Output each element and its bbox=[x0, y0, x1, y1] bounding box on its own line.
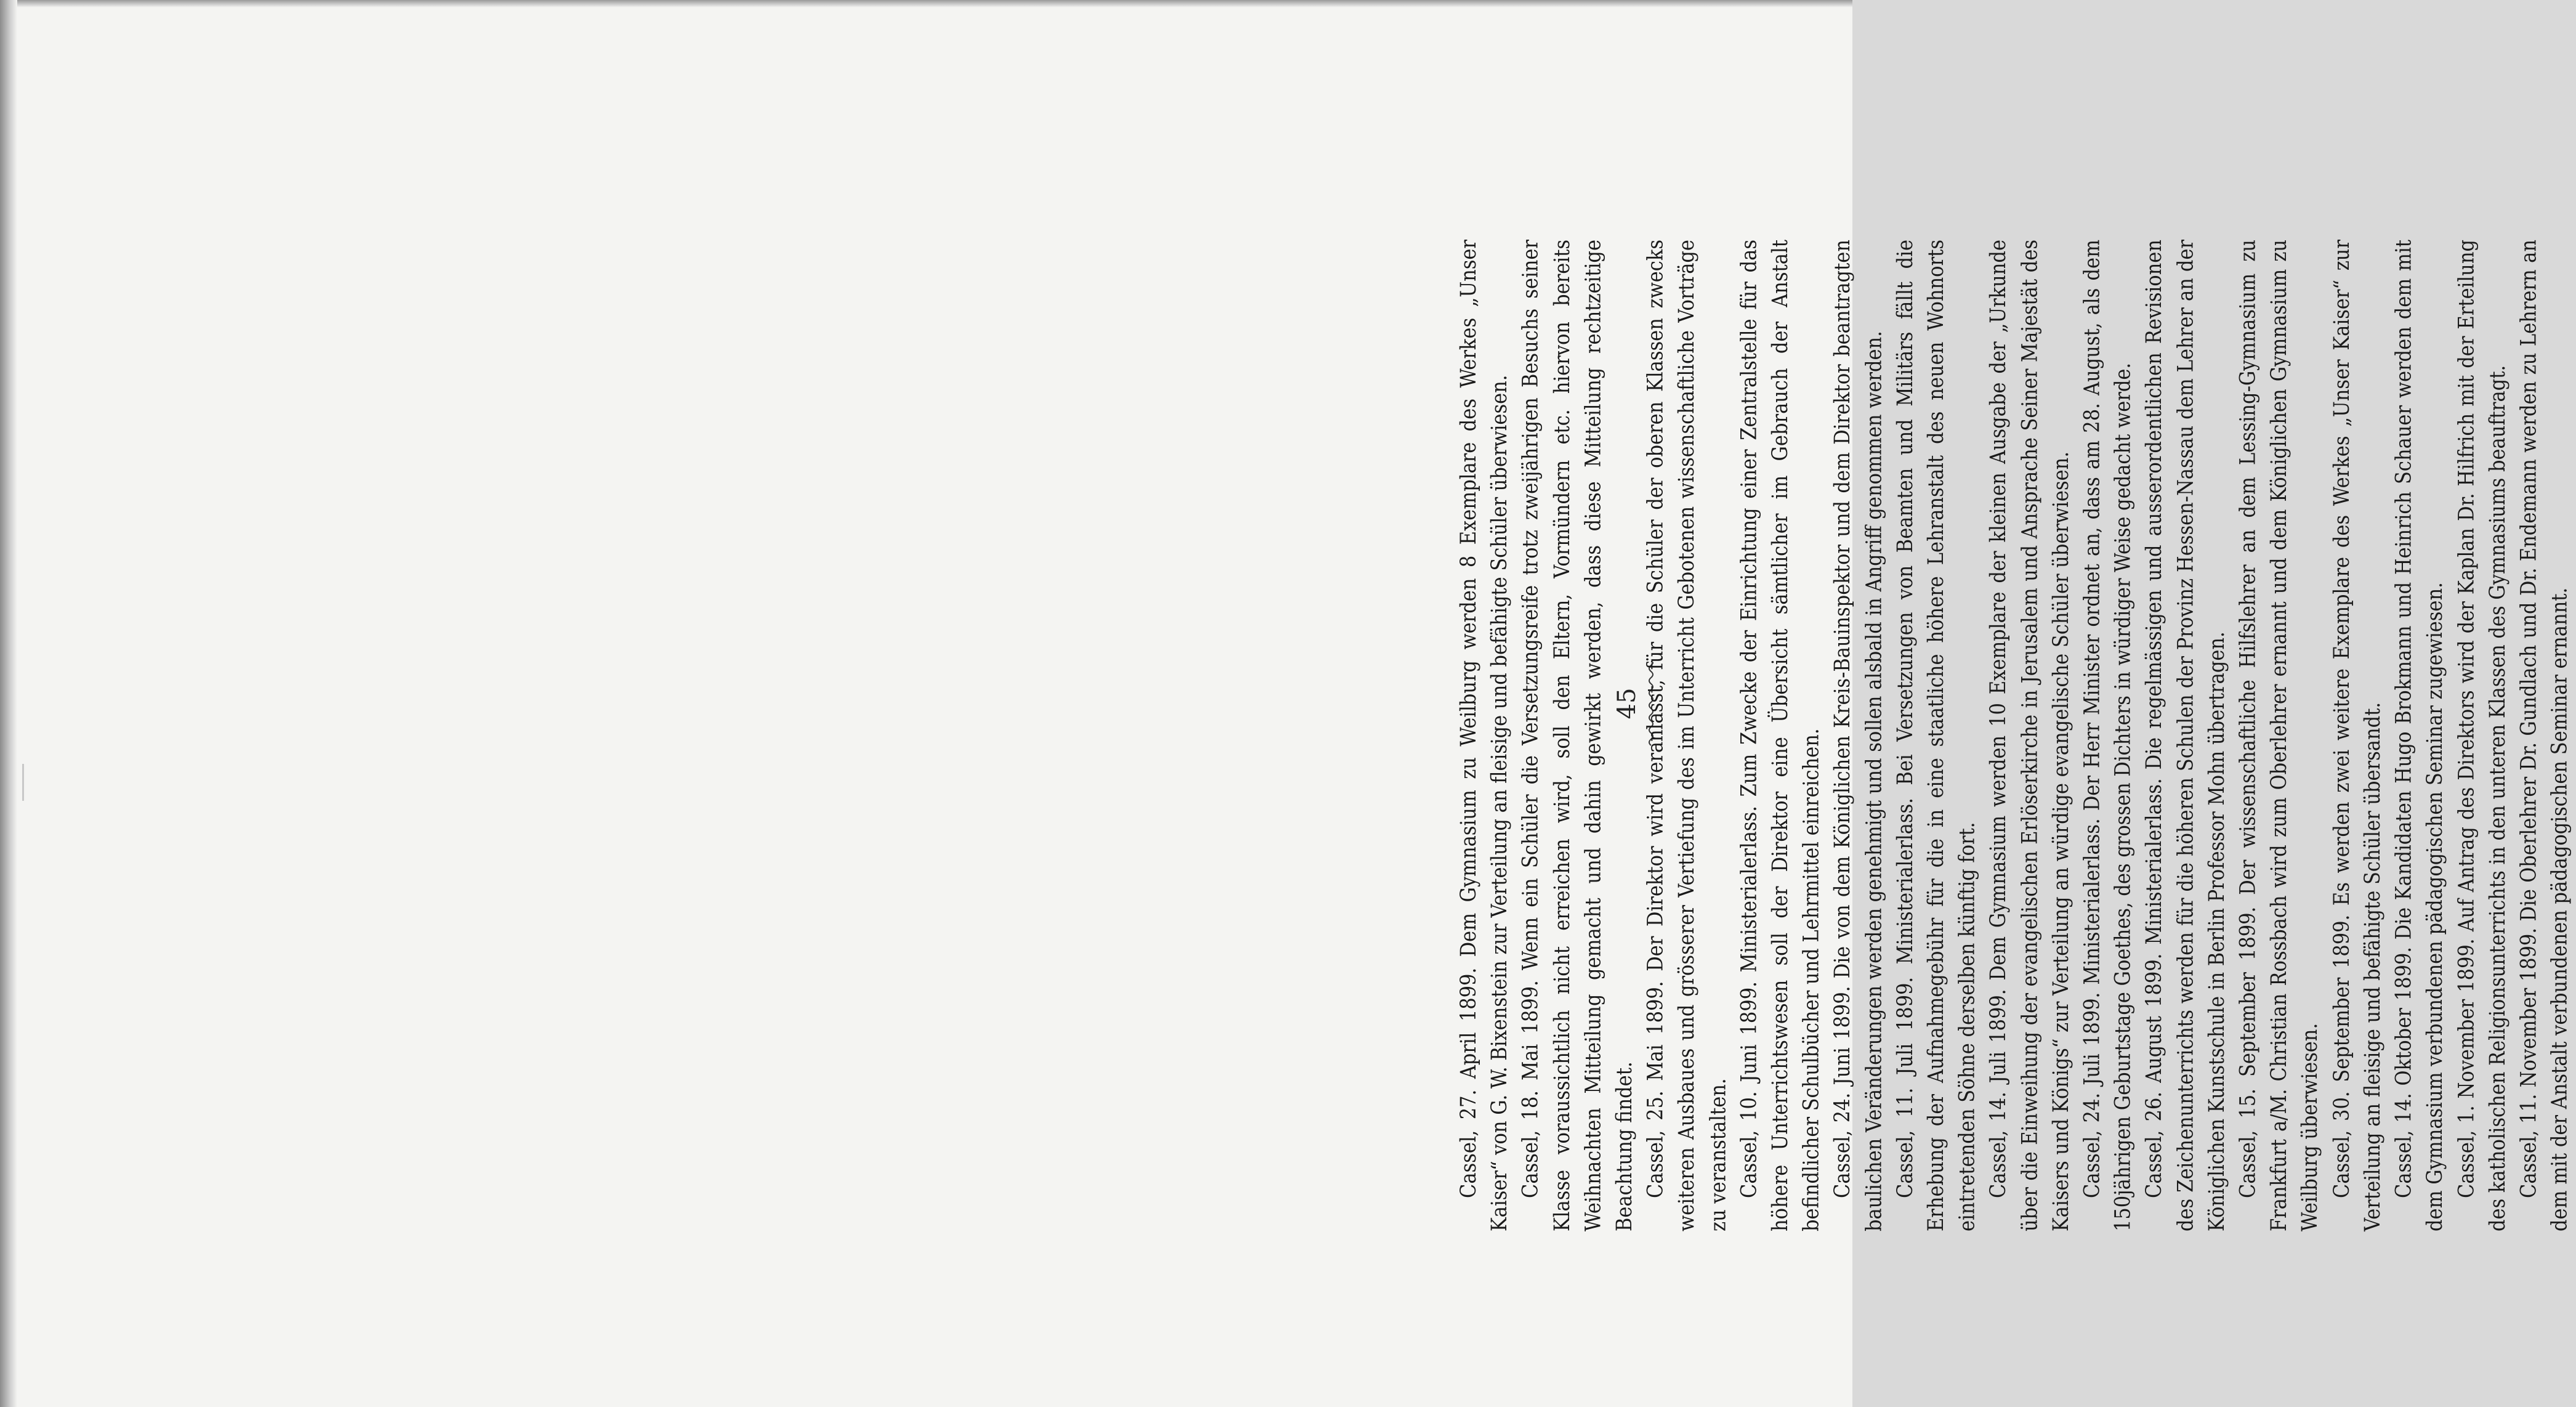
decree-paragraph: Cassel, 26. August 1899. Ministerialerlass. Die regelmässigen und ausserordentlichen Revisionen des Zeichenunterrichts werden für die höheren Schulen der Provinz Hessen-Nassau dem Lehrer an der Königlichen Kunstschule in Berlin Professor Mohn übertragen. bbox=[2142, 240, 2229, 1231]
decree-paragraph: Cassel, 24. Juli 1899. Ministerialerlass. Der Herr Minister ordnet an, dass am 28. August, als dem 150jährigen Geburtstage Goethes, des grossen Dichters in würdiger Weise gedacht werde. bbox=[2080, 240, 2136, 1231]
decree-paragraph: Cassel, 30. September 1899. Es werden zwei weitere Exemplare des Werkes „Unser Kaiser“ zur Verteilung an fleisige und befähigte Schüler übersandt. bbox=[2330, 240, 2385, 1231]
decree-paragraph: Cassel, 14. Juli 1899. Dem Gymnasium werden 10 Exemplare der kleinen Ausgabe der „Urkunde über die Einweihung der evangelischen Erlöserkirche in Jerusalem und Ansprache Seiner Majestät des Kaisers und Königs“ zur Verteilung an würdige evangelische Schüler überwiesen. bbox=[1987, 240, 2073, 1231]
decree-paragraph: Cassel, 25. Mai 1899. Der Direktor wird veranlasst, für die Schüler der oberen Klassen zwecks weiteren Ausbaues und grösserer Vertiefung des im Unterricht Gebotenen wissenschaftliche Vorträge zu veranstalten. bbox=[1644, 240, 1730, 1231]
page-number: 45 bbox=[1613, 687, 1641, 720]
decree-paragraph: Cassel, 14. Oktober 1899. Die Kandidaten Hugo Brokmann und Heinrich Schauer werden dem mit dem Gymnasium verbundenen pädagogischen Seminar zugewiesen. bbox=[2392, 240, 2448, 1231]
decree-paragraph: Cassel, 11. November 1899. Die Oberlehrer Dr. Gundlach und Dr. Endemann werden zu Lehrern an dem mit der Anstalt verbundenen pädagogischen Seminar ernannt. bbox=[2516, 240, 2572, 1231]
decree-paragraph: Cassel, 15. September 1899. Der wissenschaftliche Hilfslehrer an dem Lessing-Gymnasium zu Frankfurt a/M. Christian Rossbach wird zum Oberlehrer ernannt und dem Königlichen Gymnasium zu Weilburg überwiesen. bbox=[2236, 240, 2323, 1231]
decree-paragraph: Cassel, 18. Mai 1899. Wenn ein Schüler die Versetzungsreife trotz zweijährigen Besuchs seiner Klasse voraussichtlich nicht erreichen wird, soll den Eltern, Vormündern etc. hiervon bereits Weihnachten Mitteilung gemacht und dahin gewirkt werden, dass diese Mitteilung rechtzeitige Beachtung findet. bbox=[1519, 240, 1637, 1231]
decree-paragraph: Cassel, 1. November 1899. Auf Antrag des Direktors wird der Kaplan Dr. Hilfrich mit der Erteilung des katholischen Religionsunterrichts in den unteren Klassen des Gymnasiums beauftragt. bbox=[2454, 240, 2510, 1231]
decree-paragraph: Cassel, 24. Juni 1899. Die von dem Königlichen Kreis-Bauinspektor und dem Direktor beantragten baulichen Veränderungen werden genehmigt und sollen alsbald in Angriff genommen werden. bbox=[1831, 240, 1886, 1231]
decree-list bbox=[1453, 240, 2576, 1231]
decree-paragraph: Cassel, 11. Juli 1899. Ministerialerlass. Bei Versetzungen von Beamten und Militärs fällt die Erhebung der Aufnahmegebühr für die in eine staatliche höhere Lehranstalt des neuen Wohnorts eintretenden Söhne derselben künftig fort. bbox=[1893, 240, 1980, 1231]
decree-paragraph: Cassel, 27. April 1899. Dem Gymnasium zu Weilburg werden 8 Exemplare des Werkes „Unser Kaiser“ von G. W. Bixenstein zur Verteilung an fleisige und befähigte Schüler überwiesen. bbox=[1456, 240, 1512, 1231]
decree-paragraph: Cassel, 10. Juni 1899. Ministerialerlass. Zum Zwecke der Einrichtung einer Zentralstelle für das höhere Unterrichtswesen soll der Direktor eine Übersicht sämtlicher im Gebrauch der Anstalt befindlicher Schulbücher und Lehrmittel einreichen. bbox=[1737, 240, 1824, 1231]
